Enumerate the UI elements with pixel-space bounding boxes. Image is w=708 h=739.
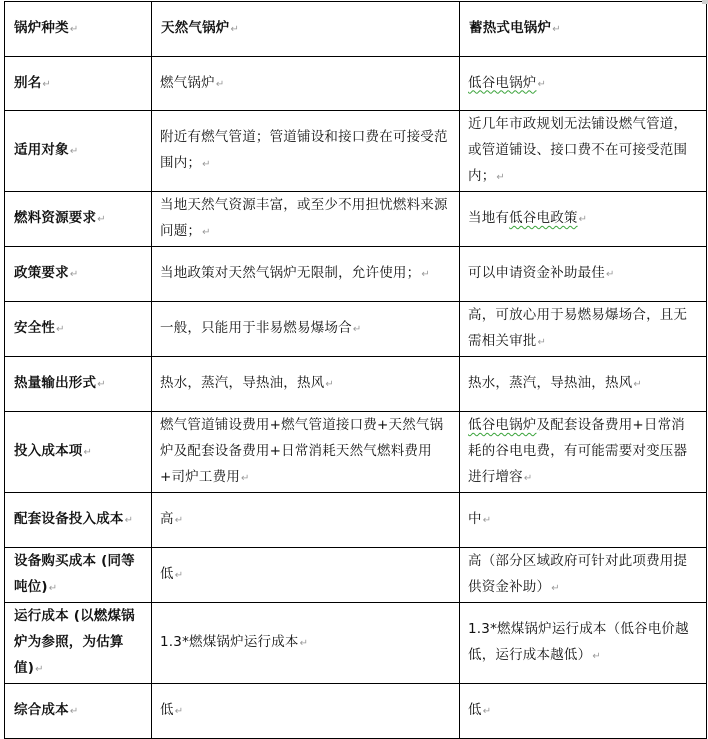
cell-text: 高，可放心用于易燃易爆场合，且无需相关审批 [468,307,688,349]
table-row [5,412,707,493]
electric-boiler-cell[interactable] [460,548,707,603]
paragraph-mark-icon: ↵ [537,337,547,348]
cell-text: 及配套设备费用+日常消耗的谷电电费，有可能需要对变压器进行增容 [468,417,688,485]
row-label-text: 安全性 [14,320,56,336]
row-label-text: 热量输出形式 [14,375,97,391]
paragraph-mark-icon: ↵ [230,24,240,35]
paragraph-mark-icon: ↵ [69,146,79,157]
cell-text: 高 [160,511,174,527]
electric-boiler-cell[interactable] [460,493,707,548]
table-row [5,302,707,357]
electric-boiler-cell[interactable] [460,57,707,111]
natural-gas-cell[interactable] [152,412,460,493]
row-label-cell[interactable] [5,111,152,192]
row-label-text: 综合成本 [14,702,69,718]
row-label-cell[interactable] [5,603,152,684]
row-label-text: 别名 [14,74,42,91]
paragraph-mark-icon: ↵ [592,651,601,662]
header-label-text: 锅炉种类 [14,20,69,36]
paragraph-mark-icon: ↵ [174,570,184,581]
paragraph-mark-icon: ↵ [299,638,309,649]
cell-text: 当地天然气资源丰富，或至少不用担忧燃料来源问题； [160,197,448,239]
paragraph-mark-icon: ↵ [352,324,362,335]
paragraph-mark-icon: ↵ [496,172,505,183]
header-cell-boiler-type[interactable] [5,2,152,57]
table-row [5,192,707,247]
electric-boiler-cell[interactable] [460,357,707,412]
natural-gas-cell[interactable] [152,684,460,739]
natural-gas-cell[interactable] [152,548,460,603]
table-header-row [5,2,707,57]
paragraph-mark-icon: ↵ [606,269,615,280]
electric-boiler-cell[interactable] [460,192,707,247]
cell-text: 低 [160,702,174,718]
natural-gas-cell[interactable] [152,247,460,302]
cell-text: 当地政策对天然气锅炉无限制，允许使用； [160,265,421,281]
paragraph-mark-icon: ↵ [69,706,79,717]
cell-text: 一般，只能用于非易燃易爆场合 [160,320,352,336]
paragraph-mark-icon: ↵ [35,664,44,675]
natural-gas-cell[interactable] [152,302,460,357]
paragraph-mark-icon: ↵ [523,473,533,484]
row-label-text: 投入成本项 [14,443,83,459]
row-label-cell[interactable] [5,684,152,739]
cell-text: 当地有 [468,210,510,226]
natural-gas-cell[interactable] [152,357,460,412]
table-row [5,548,707,603]
table-row [5,111,707,192]
paragraph-mark-icon: ↵ [578,214,588,225]
row-label-text: 政策要求 [14,265,69,281]
boiler-comparison-table [4,1,707,739]
row-label-cell[interactable] [5,493,152,548]
cell-text: 近几年市政规划无法铺设燃气管道，或管道铺设、接口费不在可接受范围内； [468,116,688,184]
cell-text: 低 [468,702,482,718]
paragraph-mark-icon: ↵ [69,24,79,35]
cell-text: 中 [468,511,482,527]
natural-gas-cell[interactable] [152,493,460,548]
row-label-cell[interactable] [5,412,152,493]
electric-boiler-cell[interactable] [460,111,707,192]
cell-text: 1.3*燃煤锅炉运行成本（低谷电价越低，运行成本越低） [468,621,689,663]
table-row [5,247,707,302]
spellcheck-flagged-text[interactable]: 低谷电锅炉 [468,74,537,91]
row-label-cell[interactable] [5,192,152,247]
paragraph-mark-icon: ↵ [241,473,250,484]
cell-text: 高（部分区域政府可针对此项费用提供资金补助） [468,553,688,595]
spellcheck-flagged-text[interactable]: 低谷电政策 [509,210,578,226]
paragraph-mark-icon: ↵ [482,515,492,526]
cell-text: 低 [160,566,174,582]
header-col-b-text: 蓄热式电锅炉 [469,20,552,36]
table-row [5,357,707,412]
electric-boiler-cell[interactable] [460,247,707,302]
natural-gas-cell[interactable] [152,603,460,684]
natural-gas-cell[interactable] [152,111,460,192]
paragraph-mark-icon: ↵ [48,583,58,594]
paragraph-mark-icon: ↵ [124,515,134,526]
row-label-text: 燃料资源要求 [14,210,97,226]
header-cell-natural-gas-boiler[interactable] [152,2,460,57]
row-label-cell[interactable] [5,57,152,111]
paragraph-mark-icon: ↵ [56,324,65,335]
row-label-text: 配套设备投入成本 [14,511,124,527]
cell-text: 附近有燃气管道；管道铺设和接口费在可接受范围内； [160,129,448,171]
table-row [5,493,707,548]
electric-boiler-cell[interactable] [460,603,707,684]
window-corner-decoration [702,0,708,4]
paragraph-mark-icon: ↵ [325,379,334,390]
paragraph-mark-icon: ↵ [551,583,560,594]
row-label-text: 运行成本 (以燃煤锅炉为参照，为估算值) [14,608,135,676]
paragraph-mark-icon: ↵ [69,269,79,280]
header-col-a-text: 天然气锅炉 [161,20,230,36]
paragraph-mark-icon: ↵ [421,269,430,280]
paragraph-mark-icon: ↵ [482,706,492,717]
row-label-cell[interactable] [5,302,152,357]
cell-text: 热水，蒸汽，导热油，热风 [160,375,325,391]
cell-text: 燃气锅炉 [160,74,215,91]
cell-text: 热水，蒸汽，导热油，热风 [468,375,633,391]
cell-text: 燃气管道铺设费用+燃气管道接口费+天然气锅炉及配套设备费用+日常消耗天然气燃料费用+司炉工费用 [160,417,444,485]
row-label-text: 适用对象 [14,142,69,158]
table-row [5,603,707,684]
table-row [5,57,707,111]
natural-gas-cell[interactable] [152,57,460,111]
paragraph-mark-icon: ↵ [174,515,184,526]
natural-gas-cell[interactable] [152,192,460,247]
electric-boiler-cell[interactable] [460,302,707,357]
cell-text: 1.3*燃煤锅炉运行成本 [160,634,299,650]
paragraph-mark-icon: ↵ [97,214,106,225]
paragraph-mark-icon: ↵ [202,227,211,238]
paragraph-mark-icon: ↵ [202,159,211,170]
paragraph-mark-icon: ↵ [537,78,547,90]
row-label-cell[interactable] [5,548,152,603]
row-label-text: 设备购买成本 (同等吨位) [14,553,135,595]
paragraph-mark-icon: ↵ [174,706,184,717]
paragraph-mark-icon: ↵ [42,78,51,90]
paragraph-mark-icon: ↵ [633,379,642,390]
paragraph-mark-icon: ↵ [83,447,93,458]
electric-boiler-cell[interactable] [460,412,707,493]
table-row [5,684,707,739]
cell-text: 可以申请资金补助最佳 [468,265,605,281]
row-label-cell[interactable] [5,357,152,412]
paragraph-mark-icon: ↵ [552,24,561,35]
header-cell-electric-boiler[interactable] [460,2,707,57]
row-label-cell[interactable] [5,247,152,302]
electric-boiler-cell[interactable] [460,684,707,739]
paragraph-mark-icon: ↵ [97,379,106,390]
paragraph-mark-icon: ↵ [215,78,225,90]
spellcheck-flagged-text[interactable]: 低谷电锅炉 [468,417,537,433]
